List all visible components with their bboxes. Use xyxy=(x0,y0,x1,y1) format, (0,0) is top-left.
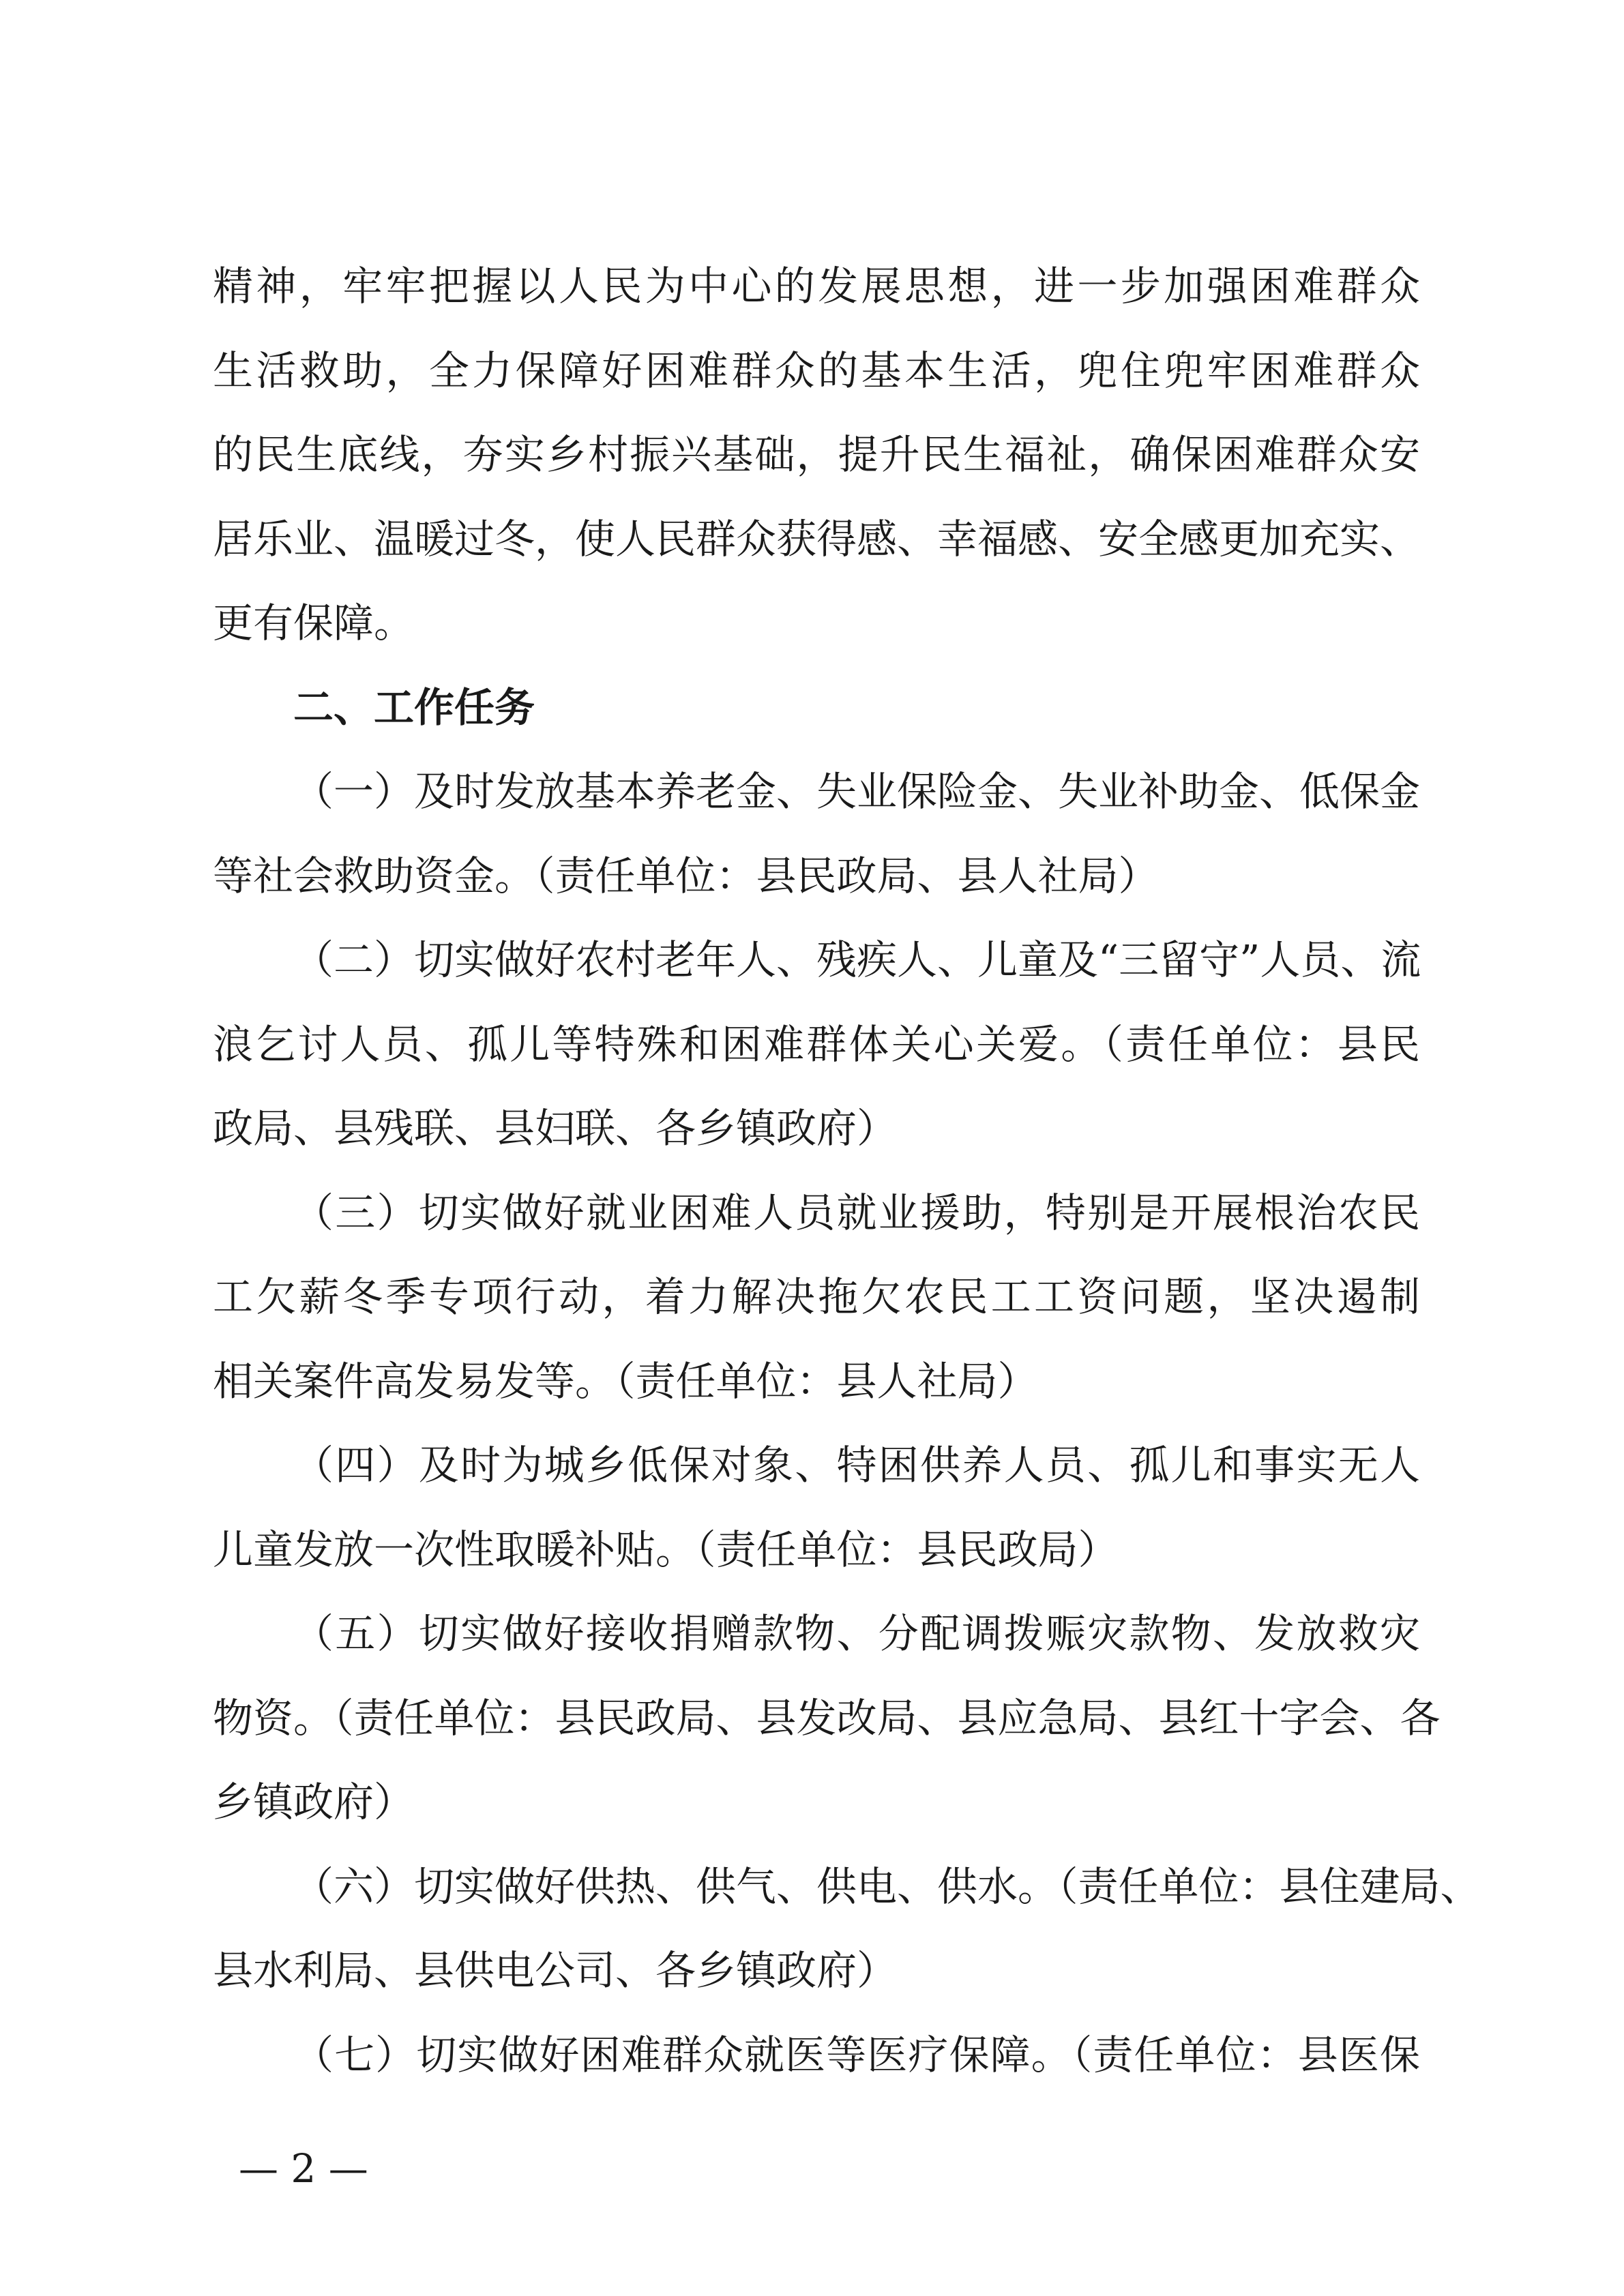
section-heading: 二、工作任务 xyxy=(293,683,535,731)
task-item-line: （五）切实做好接收捐赠款物、分配调拨赈灾款物、发放救灾 xyxy=(293,1610,1420,1657)
task-item-line: 工欠薪冬季专项行动，着力解决拖欠农民工工资问题，坚决遏制 xyxy=(213,1273,1420,1320)
paragraph-line: 的民生底线，夯实乡村振兴基础，提升民生福祉，确保困难群众安 xyxy=(213,431,1420,478)
task-item-line: 政局、县残联、县妇联、各乡镇政府） xyxy=(213,1105,898,1152)
task-item-line: 儿童发放一次性取暖补贴。（责任单位：县民政局） xyxy=(213,1525,1119,1573)
task-item-line: 物资。（责任单位：县民政局、县发改局、县应急局、县红十字会、各 xyxy=(213,1694,1441,1742)
task-item-line: （一）及时发放基本养老金、失业保险金、失业补助金、低保金 xyxy=(293,768,1421,815)
task-item-line: （七）切实做好困难群众就医等医疗保障。（责任单位：县医保 xyxy=(293,2031,1420,2078)
paragraph-line: 生活救助，全力保障好困难群众的基本生活，兜住兜牢困难群众 xyxy=(213,346,1420,394)
task-item-line: （三）切实做好就业困难人员就业援助，特别是开展根治农民 xyxy=(293,1189,1420,1236)
task-item-line: 等社会救助资金。（责任单位：县民政局、县人社局） xyxy=(213,852,1159,899)
task-item-line: 相关案件高发易发等。（责任单位：县人社局） xyxy=(213,1357,1038,1405)
document-body xyxy=(213,244,1481,2097)
task-item-line: 县水利局、县供电公司、各乡镇政府） xyxy=(213,1947,898,1994)
paragraph-line: 更有保障。 xyxy=(213,599,415,646)
page-number: — 2 — xyxy=(239,2145,368,2192)
paragraph-line: 居乐业、温暖过冬，使人民群众获得感、幸福感、安全感更加充实、 xyxy=(213,515,1421,563)
task-item-line: （四）及时为城乡低保对象、特困供养人员、孤儿和事实无人 xyxy=(293,1442,1420,1489)
task-item-line: （二）切实做好农村老年人、残疾人、儿童及“三留守”人员、流 xyxy=(293,936,1421,983)
task-item-line: 浪乞讨人员、孤儿等特殊和困难群体关心关爱。（责任单位：县民 xyxy=(213,1020,1420,1068)
paragraph-line: 精神，牢牢把握以人民为中心的发展思想，进一步加强困难群众 xyxy=(213,263,1420,310)
task-item-line: 乡镇政府） xyxy=(213,1778,415,1825)
task-item-line: （六）切实做好供热、供气、供电、供水。（责任单位：县住建局、 xyxy=(293,1862,1481,1910)
